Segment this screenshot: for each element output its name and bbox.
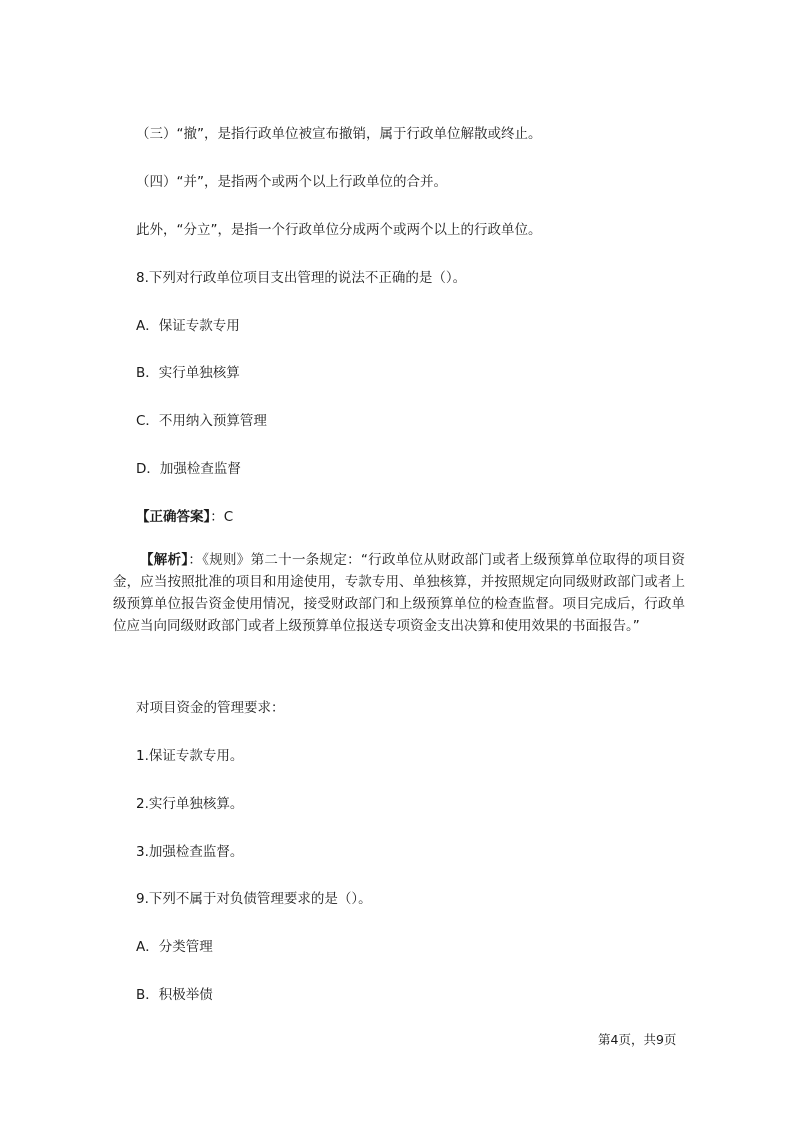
analysis-paragraph [113,549,685,637]
question-8-option-b: B．实行单独核算 [136,365,240,381]
analysis-text: ：《规则》第二十一条规定：“行政单位从财政部门或者上级预算单位取得的项目资金，应当按照批准的项目和用途使用，专款专用、单独核算，并按照规定向同级财政部门或者上级预算单位报告资金使用情况，接受财政部门和上级预算单位的检查监督。项目完成后，行政单位应当向同级财政部门或者上级预算单位报送专项资金支出决算和使用效果的书面报告。” [113,552,685,634]
paragraph-split: 此外，“分立”，是指一个行政单位分成两个或两个以上的行政单位。 [136,222,542,238]
requirement-2: 2.实行单独核算。 [136,796,244,812]
requirement-3: 3.加强检查监督。 [136,844,244,860]
question-8-option-d: D．加强检查监督 [136,461,241,477]
analysis-label: 【解析】 [140,552,189,568]
question-8: 8.下列对行政单位项目支出管理的说法不正确的是（）。 [136,270,467,286]
paragraph-merge: （四）“并”，是指两个或两个以上行政单位的合并。 [136,174,447,190]
correct-answer [136,508,233,526]
question-8-option-a: A．保证专款专用 [136,318,240,334]
question-8-option-c: C．不用纳入预算管理 [136,413,267,429]
paragraph-revoke: （三）“撤”，是指行政单位被宣布撤销，属于行政单位解散或终止。 [136,126,542,142]
question-9: 9.下列不属于对负债管理要求的是（）。 [136,891,372,907]
correct-answer-value: ：C [210,509,234,525]
question-9-option-b: B．积极举债 [136,987,213,1003]
requirements-title: 对项目资金的管理要求： [136,700,285,716]
page-number: 第4页，共9页 [598,1032,677,1047]
correct-answer-label: 【正确答案】 [136,509,211,525]
requirement-1: 1.保证专款专用。 [136,748,244,764]
question-9-option-a: A．分类管理 [136,939,213,955]
